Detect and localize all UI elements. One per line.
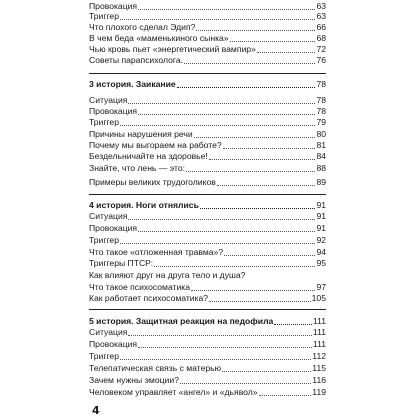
section-divider <box>89 309 326 310</box>
toc-entry: Ситуация 78 <box>89 95 326 106</box>
leader-dots <box>138 231 315 232</box>
section-divider <box>89 194 326 195</box>
toc-entry: Провокация 111 <box>89 339 326 350</box>
leader-dots <box>222 371 311 372</box>
leader-dots <box>209 301 311 302</box>
toc-entry: Триггер 79 <box>89 117 326 128</box>
toc-entry: Примеры великих трудоголиков 89 <box>89 177 326 188</box>
leader-dots <box>138 114 315 115</box>
toc-entry: Как влияют друг на друга тело и душа? <box>89 270 246 281</box>
leader-dots <box>120 243 315 244</box>
toc-entry: В чем беда «маменькиного сынка» 68 <box>89 33 326 44</box>
toc-entry: Телепатическая связь с матерью 115 <box>89 363 326 374</box>
toc-section-heading: 5 история. Защитная реакция на педофила 111 <box>89 316 326 327</box>
toc-entry: Провокация 78 <box>89 106 326 117</box>
toc-entry: Что такое психосоматика 97 <box>89 282 326 293</box>
toc-entry: Провокация 91 <box>89 223 326 234</box>
leader-dots <box>186 171 315 172</box>
toc-entry: Бездельничайте на здоровье! 84 <box>89 151 326 162</box>
toc-entry: Причины нарушения речи 80 <box>89 129 326 140</box>
toc-entry: Что плохого сделал Эдип? 66 <box>89 22 326 33</box>
toc-entry: Почему мы выгораем на работе? 81 <box>89 140 326 151</box>
toc-entry: Как работает психосоматика? 105 <box>89 293 326 304</box>
leader-dots <box>194 137 316 138</box>
leader-dots <box>154 266 315 267</box>
toc-entry: Человеком управляет «ангел» и «дьявол» 119 <box>89 387 326 398</box>
leader-dots <box>196 30 315 31</box>
toc-entry: Триггер 112 <box>89 351 326 362</box>
toc-entry: Провокация 63 <box>89 1 326 12</box>
leader-dots <box>184 63 315 64</box>
leader-dots <box>138 347 312 348</box>
toc-entry: Советы парапсихолога. 76 <box>89 55 326 66</box>
toc-entry: Ситуация 111 <box>89 327 326 338</box>
leader-dots <box>128 335 312 336</box>
leader-dots <box>120 125 315 126</box>
toc-entry: Что такое «отложенная травма»? 94 <box>89 247 326 258</box>
section-divider <box>89 73 326 74</box>
page-number: 4 <box>92 404 100 417</box>
leader-dots <box>257 52 316 53</box>
toc-section-heading: 4 история. Ноги отнялись 91 <box>89 200 326 211</box>
leader-dots <box>259 395 312 396</box>
leader-dots <box>120 19 315 20</box>
leader-dots <box>209 159 316 160</box>
leader-dots <box>128 103 315 104</box>
toc-entry: Триггеры ПТСР: 95 <box>89 258 326 269</box>
leader-dots <box>230 41 316 42</box>
leader-dots <box>274 324 312 325</box>
toc-entry: Чью кровь пьет «энергетический вампир» 72 <box>89 44 326 55</box>
leader-dots <box>180 383 311 384</box>
leader-dots <box>128 219 315 220</box>
toc-entry: Знайте, что лень — это: 88 <box>89 163 326 174</box>
toc-entry: Триггер 63 <box>89 11 326 22</box>
leader-dots <box>224 255 315 256</box>
toc-entry: Ситуация 91 <box>89 211 326 222</box>
toc-entry: Триггер 92 <box>89 235 326 246</box>
leader-dots <box>120 359 311 360</box>
leader-dots <box>200 208 316 209</box>
leader-dots <box>223 148 316 149</box>
leader-dots <box>191 290 315 291</box>
leader-dots <box>217 185 316 186</box>
toc-section-heading: 3 история. Заикание 78 <box>89 79 326 90</box>
toc-entry: Зачем нужны эмоции? 116 <box>89 375 326 386</box>
leader-dots <box>177 87 316 88</box>
